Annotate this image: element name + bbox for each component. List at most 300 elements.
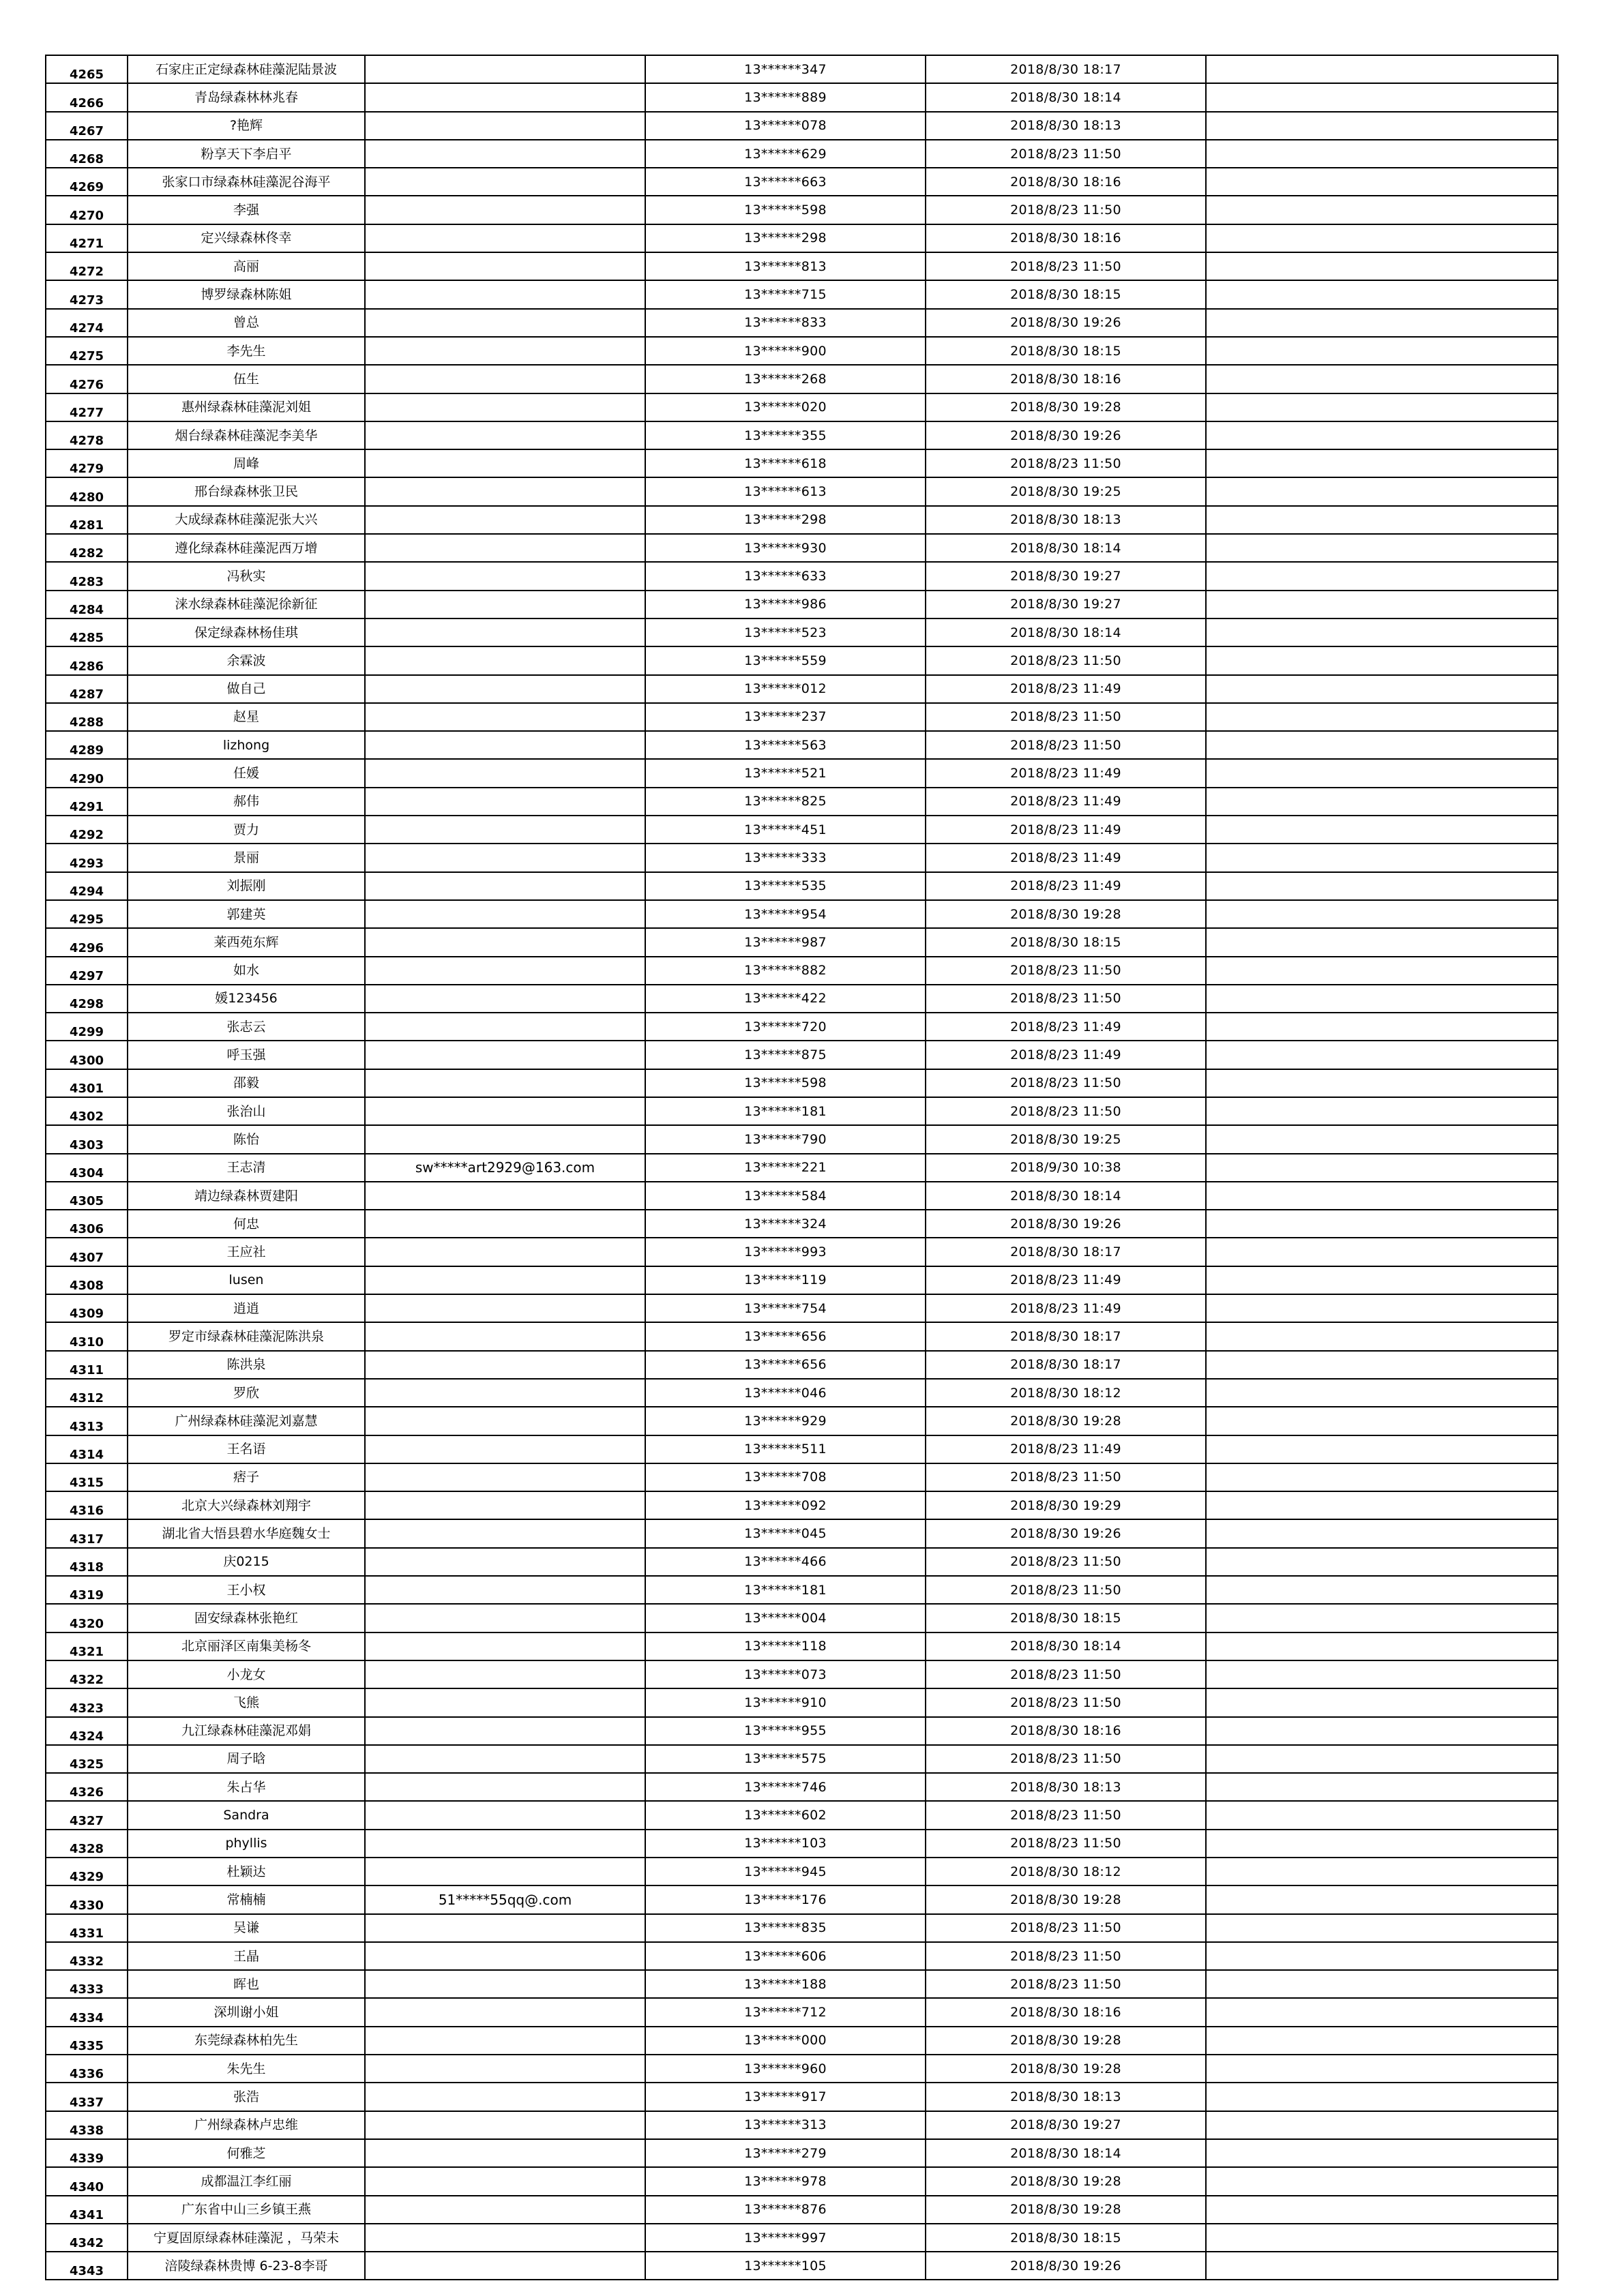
email-cell — [365, 731, 645, 759]
empty-cell — [1206, 196, 1558, 224]
row-id-cell: 4336 — [46, 2055, 128, 2083]
phone-cell: 13******656 — [645, 1351, 926, 1379]
empty-cell — [1206, 618, 1558, 646]
name-cell: 涞水绿森林硅藻泥徐新征 — [128, 591, 365, 618]
email-cell — [365, 788, 645, 816]
email-cell — [365, 1125, 645, 1153]
name-cell: 王应社 — [128, 1238, 365, 1266]
table-row — [46, 1294, 1558, 1322]
name-cell: 东莞绿森林柏先生 — [128, 2027, 365, 2055]
empty-cell — [1206, 1576, 1558, 1604]
table-row — [46, 1548, 1558, 1576]
row-id-cell: 4291 — [46, 788, 128, 816]
table-row — [46, 1688, 1558, 1716]
table-row — [46, 1266, 1558, 1294]
phone-cell: 13******910 — [645, 1688, 926, 1716]
timestamp-cell: 2018/8/23 11:50 — [926, 140, 1206, 168]
name-cell: 如水 — [128, 957, 365, 985]
empty-cell — [1206, 1660, 1558, 1688]
table-row — [46, 2111, 1558, 2139]
name-cell: 张浩 — [128, 2083, 365, 2111]
row-id-cell: 4324 — [46, 1717, 128, 1745]
timestamp-cell: 2018/9/30 10:38 — [926, 1154, 1206, 1182]
empty-cell — [1206, 224, 1558, 252]
row-id-cell: 4334 — [46, 1998, 128, 2026]
row-id-cell: 4343 — [46, 2252, 128, 2280]
table-row — [46, 1576, 1558, 1604]
phone-cell: 13******563 — [645, 731, 926, 759]
table-row — [46, 1970, 1558, 1998]
phone-cell: 13******012 — [645, 675, 926, 703]
email-cell — [365, 224, 645, 252]
table-row — [46, 2139, 1558, 2167]
row-id-cell: 4293 — [46, 844, 128, 871]
empty-cell — [1206, 1801, 1558, 1829]
name-cell: 陈怡 — [128, 1125, 365, 1153]
email-cell — [365, 2252, 645, 2280]
timestamp-cell: 2018/8/23 11:50 — [926, 646, 1206, 674]
name-cell: 朱先生 — [128, 2055, 365, 2083]
table-row — [46, 618, 1558, 646]
phone-cell: 13******176 — [645, 1885, 926, 1913]
name-cell: 湖北省大悟县碧水华庭魏女士 — [128, 1519, 365, 1547]
phone-cell: 13******708 — [645, 1463, 926, 1491]
phone-cell: 13******656 — [645, 1322, 926, 1350]
empty-cell — [1206, 252, 1558, 280]
row-id-cell: 4267 — [46, 112, 128, 140]
name-cell: 邢台绿森林张卫民 — [128, 477, 365, 505]
timestamp-cell: 2018/8/23 11:50 — [926, 1069, 1206, 1097]
phone-cell: 13******978 — [645, 2167, 926, 2195]
name-cell: 朱占华 — [128, 1773, 365, 1801]
phone-cell: 13******929 — [645, 1407, 926, 1435]
table-row — [46, 224, 1558, 252]
empty-cell — [1206, 1322, 1558, 1350]
timestamp-cell: 2018/8/30 18:15 — [926, 2224, 1206, 2252]
empty-cell — [1206, 591, 1558, 618]
table-row — [46, 2252, 1558, 2280]
name-cell: 成都温江李红丽 — [128, 2167, 365, 2195]
phone-cell: 13******813 — [645, 252, 926, 280]
empty-cell — [1206, 1830, 1558, 1858]
email-cell — [365, 591, 645, 618]
name-cell: 邵毅 — [128, 1069, 365, 1097]
email-cell — [365, 1379, 645, 1407]
timestamp-cell: 2018/8/30 18:17 — [926, 1322, 1206, 1350]
name-cell: 固安绿森林张艳红 — [128, 1604, 365, 1632]
name-cell: 王名语 — [128, 1435, 365, 1463]
table-row — [46, 1154, 1558, 1182]
email-cell — [365, 759, 645, 787]
row-id-cell: 4314 — [46, 1435, 128, 1463]
timestamp-cell: 2018/8/30 18:14 — [926, 83, 1206, 111]
timestamp-cell: 2018/8/23 11:50 — [926, 1463, 1206, 1491]
name-cell: 石家庄正定绿森林硅藻泥陆景波 — [128, 55, 365, 83]
phone-cell: 13******000 — [645, 2027, 926, 2055]
name-cell: 李先生 — [128, 337, 365, 365]
row-id-cell: 4296 — [46, 928, 128, 956]
phone-cell: 13******466 — [645, 1548, 926, 1576]
timestamp-cell: 2018/8/30 18:14 — [926, 1632, 1206, 1660]
empty-cell — [1206, 2167, 1558, 2195]
phone-cell: 13******078 — [645, 112, 926, 140]
name-cell: 广州绿森林硅藻泥刘嘉慧 — [128, 1407, 365, 1435]
phone-cell: 13******511 — [645, 1435, 926, 1463]
table-row — [46, 2055, 1558, 2083]
empty-cell — [1206, 1717, 1558, 1745]
timestamp-cell: 2018/8/30 18:16 — [926, 365, 1206, 393]
row-id-cell: 4277 — [46, 393, 128, 421]
phone-cell: 13******073 — [645, 1660, 926, 1688]
empty-cell — [1206, 1351, 1558, 1379]
empty-cell — [1206, 957, 1558, 985]
phone-cell: 13******835 — [645, 1914, 926, 1942]
timestamp-cell: 2018/8/30 19:28 — [926, 1407, 1206, 1435]
table-row — [46, 703, 1558, 731]
timestamp-cell: 2018/8/23 11:49 — [926, 759, 1206, 787]
table-row — [46, 83, 1558, 111]
timestamp-cell: 2018/8/23 11:50 — [926, 252, 1206, 280]
empty-cell — [1206, 449, 1558, 477]
email-cell — [365, 2027, 645, 2055]
email-cell — [365, 506, 645, 534]
email-cell — [365, 140, 645, 168]
row-id-cell: 4290 — [46, 759, 128, 787]
phone-cell: 13******629 — [645, 140, 926, 168]
email-cell — [365, 1491, 645, 1519]
row-id-cell: 4278 — [46, 421, 128, 449]
phone-cell: 13******986 — [645, 591, 926, 618]
table-row — [46, 1182, 1558, 1210]
email-cell — [365, 2224, 645, 2252]
row-id-cell: 4322 — [46, 1660, 128, 1688]
name-cell: 罗欣 — [128, 1379, 365, 1407]
empty-cell — [1206, 2196, 1558, 2224]
phone-cell: 13******876 — [645, 2196, 926, 2224]
phone-cell: 13******602 — [645, 1801, 926, 1829]
timestamp-cell: 2018/8/30 18:13 — [926, 2083, 1206, 2111]
empty-cell — [1206, 900, 1558, 928]
empty-cell — [1206, 477, 1558, 505]
name-cell: 烟台绿森林硅藻泥李美华 — [128, 421, 365, 449]
table-row — [46, 309, 1558, 337]
timestamp-cell: 2018/8/30 18:16 — [926, 224, 1206, 252]
name-cell: lizhong — [128, 731, 365, 759]
name-cell: 罗定市绿森林硅藻泥陈洪泉 — [128, 1322, 365, 1350]
table-row — [46, 1125, 1558, 1153]
row-id-cell: 4266 — [46, 83, 128, 111]
email-cell — [365, 1322, 645, 1350]
empty-cell — [1206, 534, 1558, 562]
phone-cell: 13******279 — [645, 2139, 926, 2167]
table-row — [46, 900, 1558, 928]
row-id-cell: 4271 — [46, 224, 128, 252]
phone-cell: 13******900 — [645, 337, 926, 365]
table-row — [46, 506, 1558, 534]
table-row — [46, 2196, 1558, 2224]
name-cell: 媛123456 — [128, 985, 365, 1013]
email-cell — [365, 1519, 645, 1547]
row-id-cell: 4276 — [46, 365, 128, 393]
table-row — [46, 393, 1558, 421]
name-cell: 伍生 — [128, 365, 365, 393]
email-cell — [365, 1182, 645, 1210]
email-cell — [365, 1069, 645, 1097]
name-cell: 冯秋实 — [128, 562, 365, 590]
name-cell: 青岛绿森林林兆春 — [128, 83, 365, 111]
phone-cell: 13******347 — [645, 55, 926, 83]
empty-cell — [1206, 759, 1558, 787]
row-id-cell: 4284 — [46, 591, 128, 618]
timestamp-cell: 2018/8/30 18:15 — [926, 337, 1206, 365]
email-cell — [365, 393, 645, 421]
email-cell — [365, 1604, 645, 1632]
table-row — [46, 196, 1558, 224]
name-cell: 常楠楠 — [128, 1885, 365, 1913]
phone-cell: 13******237 — [645, 703, 926, 731]
name-cell: 任媛 — [128, 759, 365, 787]
phone-cell: 13******333 — [645, 844, 926, 871]
empty-cell — [1206, 2111, 1558, 2139]
timestamp-cell: 2018/8/23 11:49 — [926, 1435, 1206, 1463]
phone-cell: 13******118 — [645, 1632, 926, 1660]
row-id-cell: 4337 — [46, 2083, 128, 2111]
table-row — [46, 421, 1558, 449]
phone-cell: 13******575 — [645, 1745, 926, 1773]
empty-cell — [1206, 393, 1558, 421]
phone-cell: 13******987 — [645, 928, 926, 956]
email-cell — [365, 1238, 645, 1266]
email-cell — [365, 477, 645, 505]
empty-cell — [1206, 985, 1558, 1013]
table-row — [46, 112, 1558, 140]
empty-cell — [1206, 703, 1558, 731]
email-cell — [365, 1717, 645, 1745]
timestamp-cell: 2018/8/30 19:26 — [926, 2252, 1206, 2280]
email-cell — [365, 2167, 645, 2195]
email-cell — [365, 1660, 645, 1688]
timestamp-cell: 2018/8/30 18:17 — [926, 1238, 1206, 1266]
table-row — [46, 731, 1558, 759]
name-cell: 李强 — [128, 196, 365, 224]
timestamp-cell: 2018/8/23 11:49 — [926, 1041, 1206, 1069]
phone-cell: 13******020 — [645, 393, 926, 421]
empty-cell — [1206, 1942, 1558, 1970]
phone-cell: 13******715 — [645, 280, 926, 308]
name-cell: 赵星 — [128, 703, 365, 731]
name-cell: 何忠 — [128, 1210, 365, 1238]
timestamp-cell: 2018/8/30 19:27 — [926, 2111, 1206, 2139]
row-id-cell: 4305 — [46, 1182, 128, 1210]
row-id-cell: 4275 — [46, 337, 128, 365]
phone-cell: 13******720 — [645, 1013, 926, 1041]
table-row — [46, 1632, 1558, 1660]
empty-cell — [1206, 421, 1558, 449]
timestamp-cell: 2018/8/23 11:50 — [926, 985, 1206, 1013]
empty-cell — [1206, 646, 1558, 674]
email-cell — [365, 1858, 645, 1885]
timestamp-cell: 2018/8/30 18:15 — [926, 928, 1206, 956]
empty-cell — [1206, 1210, 1558, 1238]
empty-cell — [1206, 55, 1558, 83]
table-row — [46, 2083, 1558, 2111]
timestamp-cell: 2018/8/30 18:17 — [926, 1351, 1206, 1379]
row-id-cell: 4328 — [46, 1830, 128, 1858]
table-row — [46, 844, 1558, 871]
empty-cell — [1206, 844, 1558, 871]
name-cell: 陈洪泉 — [128, 1351, 365, 1379]
timestamp-cell: 2018/8/23 11:50 — [926, 1970, 1206, 1998]
email-cell — [365, 280, 645, 308]
email-cell — [365, 365, 645, 393]
name-cell: 杜颖达 — [128, 1858, 365, 1885]
table-row — [46, 2224, 1558, 2252]
name-cell: 大成绿森林硅藻泥张大兴 — [128, 506, 365, 534]
email-cell — [365, 55, 645, 83]
email-cell: 51*****55qq@.com — [365, 1885, 645, 1913]
timestamp-cell: 2018/8/30 19:27 — [926, 591, 1206, 618]
name-cell: 贾力 — [128, 816, 365, 844]
empty-cell — [1206, 1294, 1558, 1322]
email-cell — [365, 816, 645, 844]
row-id-cell: 4306 — [46, 1210, 128, 1238]
name-cell: 王晶 — [128, 1942, 365, 1970]
timestamp-cell: 2018/8/30 19:28 — [926, 2167, 1206, 2195]
timestamp-cell: 2018/8/30 18:14 — [926, 618, 1206, 646]
empty-cell — [1206, 816, 1558, 844]
timestamp-cell: 2018/8/30 19:25 — [926, 477, 1206, 505]
phone-cell: 13******606 — [645, 1942, 926, 1970]
timestamp-cell: 2018/8/23 11:50 — [926, 1801, 1206, 1829]
name-cell: 粉享天下李启平 — [128, 140, 365, 168]
empty-cell — [1206, 2139, 1558, 2167]
table-row — [46, 1942, 1558, 1970]
name-cell: 呼玉强 — [128, 1041, 365, 1069]
row-id-cell: 4341 — [46, 2196, 128, 2224]
timestamp-cell: 2018/8/30 19:28 — [926, 900, 1206, 928]
email-cell — [365, 646, 645, 674]
table-row — [46, 872, 1558, 900]
table-row — [46, 1604, 1558, 1632]
phone-cell: 13******930 — [645, 534, 926, 562]
table-row — [46, 1858, 1558, 1885]
table-row — [46, 1069, 1558, 1097]
row-id-cell: 4325 — [46, 1745, 128, 1773]
table-row — [46, 534, 1558, 562]
timestamp-cell: 2018/8/30 18:14 — [926, 534, 1206, 562]
timestamp-cell: 2018/8/30 19:28 — [926, 2027, 1206, 2055]
timestamp-cell: 2018/8/30 18:12 — [926, 1858, 1206, 1885]
name-cell: 北京大兴绿森林刘翔宇 — [128, 1491, 365, 1519]
email-cell: sw*****art2929@163.com — [365, 1154, 645, 1182]
email-cell — [365, 309, 645, 337]
name-cell: 张志云 — [128, 1013, 365, 1041]
empty-cell — [1206, 1013, 1558, 1041]
phone-cell: 13******559 — [645, 646, 926, 674]
name-cell: 保定绿森林杨佳琪 — [128, 618, 365, 646]
phone-cell: 13******535 — [645, 872, 926, 900]
table-row — [46, 1830, 1558, 1858]
empty-cell — [1206, 1069, 1558, 1097]
phone-cell: 13******746 — [645, 1773, 926, 1801]
row-id-cell: 4298 — [46, 985, 128, 1013]
row-id-cell: 4268 — [46, 140, 128, 168]
empty-cell — [1206, 2224, 1558, 2252]
phone-cell: 13******833 — [645, 309, 926, 337]
row-id-cell: 4270 — [46, 196, 128, 224]
empty-cell — [1206, 1041, 1558, 1069]
email-cell — [365, 2083, 645, 2111]
name-cell: Sandra — [128, 1801, 365, 1829]
name-cell: 郝伟 — [128, 788, 365, 816]
table-row — [46, 1745, 1558, 1773]
empty-cell — [1206, 1266, 1558, 1294]
table-body — [46, 55, 1558, 2280]
name-cell: 王志清 — [128, 1154, 365, 1182]
timestamp-cell: 2018/8/23 11:50 — [926, 1576, 1206, 1604]
empty-cell — [1206, 1773, 1558, 1801]
timestamp-cell: 2018/8/30 19:26 — [926, 309, 1206, 337]
timestamp-cell: 2018/8/23 11:49 — [926, 788, 1206, 816]
timestamp-cell: 2018/8/23 11:50 — [926, 1914, 1206, 1942]
table-row — [46, 168, 1558, 196]
email-cell — [365, 2139, 645, 2167]
empty-cell — [1206, 1463, 1558, 1491]
row-id-cell: 4299 — [46, 1013, 128, 1041]
email-cell — [365, 562, 645, 590]
phone-cell: 13******004 — [645, 1604, 926, 1632]
phone-cell: 13******955 — [645, 1717, 926, 1745]
name-cell: ?艳辉 — [128, 112, 365, 140]
empty-cell — [1206, 365, 1558, 393]
timestamp-cell: 2018/8/23 11:50 — [926, 1548, 1206, 1576]
empty-cell — [1206, 1858, 1558, 1885]
empty-cell — [1206, 1238, 1558, 1266]
name-cell: lusen — [128, 1266, 365, 1294]
row-id-cell: 4313 — [46, 1407, 128, 1435]
name-cell: 定兴绿森林佟幸 — [128, 224, 365, 252]
name-cell: 深圳谢小姐 — [128, 1998, 365, 2026]
email-cell — [365, 1998, 645, 2026]
email-cell — [365, 168, 645, 196]
row-id-cell: 4286 — [46, 646, 128, 674]
timestamp-cell: 2018/8/23 11:50 — [926, 1830, 1206, 1858]
phone-cell: 13******882 — [645, 957, 926, 985]
email-cell — [365, 844, 645, 871]
timestamp-cell: 2018/8/30 18:12 — [926, 1379, 1206, 1407]
email-cell — [365, 2055, 645, 2083]
row-id-cell: 4273 — [46, 280, 128, 308]
phone-cell: 13******119 — [645, 1266, 926, 1294]
empty-cell — [1206, 506, 1558, 534]
timestamp-cell: 2018/8/23 11:50 — [926, 1745, 1206, 1773]
phone-cell: 13******598 — [645, 1069, 926, 1097]
table-row — [46, 1491, 1558, 1519]
phone-cell: 13******598 — [645, 196, 926, 224]
row-id-cell: 4274 — [46, 309, 128, 337]
row-id-cell: 4269 — [46, 168, 128, 196]
row-id-cell: 4307 — [46, 1238, 128, 1266]
empty-cell — [1206, 1745, 1558, 1773]
row-id-cell: 4300 — [46, 1041, 128, 1069]
email-cell — [365, 1830, 645, 1858]
name-cell: 何雅芝 — [128, 2139, 365, 2167]
table-row — [46, 1801, 1558, 1829]
name-cell: 莱西苑东辉 — [128, 928, 365, 956]
timestamp-cell: 2018/8/30 18:14 — [926, 1182, 1206, 1210]
phone-cell: 13******181 — [645, 1097, 926, 1125]
empty-cell — [1206, 1604, 1558, 1632]
